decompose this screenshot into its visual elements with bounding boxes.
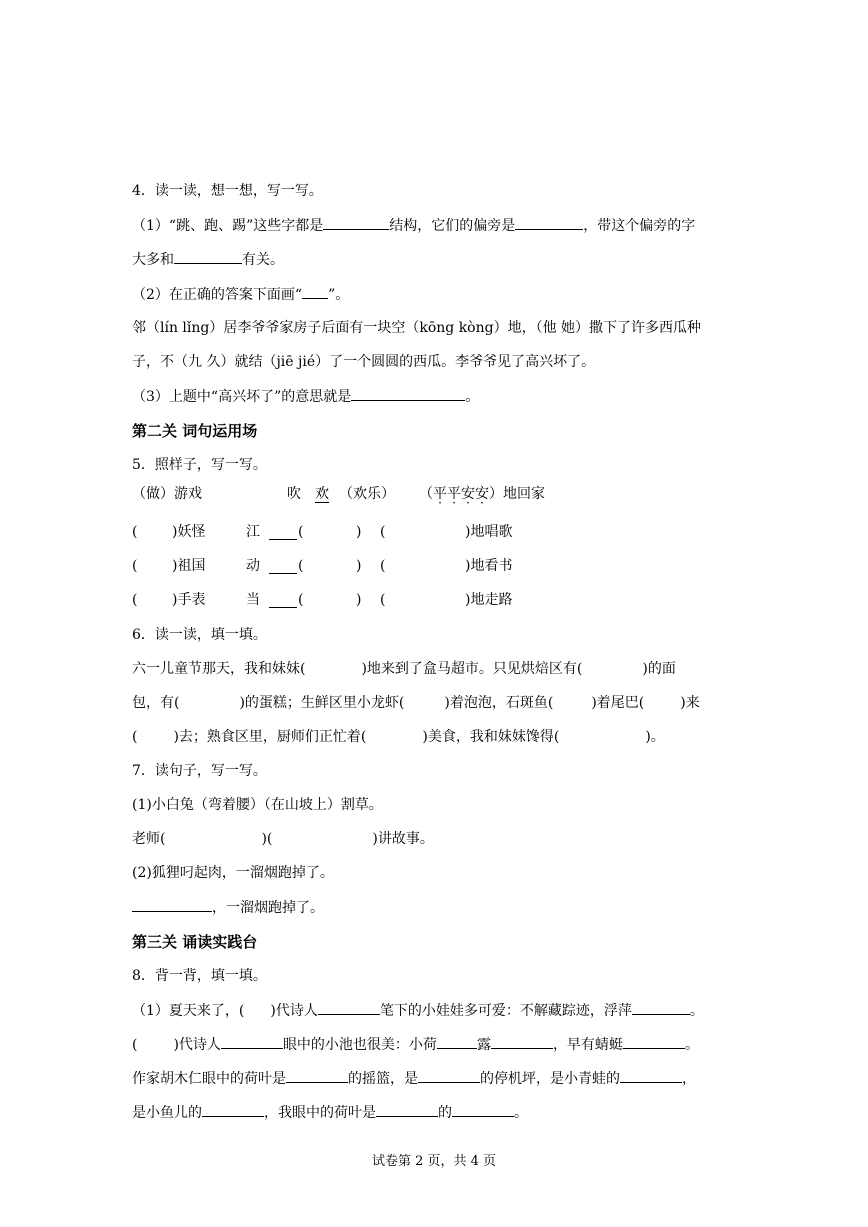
q5-row-text: ( bbox=[132, 524, 138, 540]
q5-row-text: ) bbox=[356, 558, 362, 574]
q5-row-text: )手表 bbox=[172, 592, 206, 608]
blank[interactable] bbox=[623, 1034, 685, 1049]
q5-row-text: ( bbox=[380, 558, 386, 574]
q4-part1-line2: 大多和 有关。 bbox=[132, 249, 284, 270]
q5-row-text: ( bbox=[298, 524, 304, 540]
blank[interactable] bbox=[269, 559, 297, 574]
dotted-char: 平 bbox=[433, 486, 447, 502]
q5-example-2: 吹 欢 （欢乐） bbox=[287, 486, 395, 502]
q4-part1-line1: （1）“跳、跑、踢”这些字都是 结构，它们的偏旁是 ，带这个偏旁的字 bbox=[132, 215, 695, 236]
q7-sentence2: (2)狐狸叼起肉，一溜烟跑掉了。 bbox=[132, 865, 334, 881]
blank[interactable] bbox=[418, 1068, 480, 1083]
page-footer: 试卷第 2 页，共 4 页 bbox=[371, 1154, 497, 1169]
q5-row-text: ) bbox=[356, 592, 362, 608]
q5-row-text: ) bbox=[356, 524, 362, 540]
q5-row-text: ( bbox=[132, 558, 138, 574]
blank[interactable] bbox=[323, 215, 389, 230]
q5-row-text: 江 bbox=[246, 524, 260, 540]
q7-sentence1: (1)小白兔（弯着腰）（在山坡上）割草。 bbox=[132, 797, 383, 813]
blank[interactable] bbox=[376, 1102, 438, 1117]
q5-row-text: ( bbox=[380, 524, 386, 540]
underline-sample bbox=[302, 284, 328, 299]
blank[interactable] bbox=[632, 1000, 690, 1015]
q6-line3: ( )去；熟食区里，厨师们正忙着( )美食，我和妹妹馋得( )。 bbox=[132, 729, 665, 745]
q5-row-text: )妖怪 bbox=[172, 524, 206, 540]
blank[interactable] bbox=[437, 1034, 477, 1049]
section-heading: 第二关 词句运用场 bbox=[132, 422, 258, 440]
dotted-char: 安 bbox=[461, 486, 475, 502]
blank[interactable] bbox=[620, 1068, 682, 1083]
blank[interactable] bbox=[202, 1102, 264, 1117]
q8-line3: 作家胡木仁眼中的荷叶是 的摇篮，是 的停机坪，是小青蛙的 ， bbox=[132, 1068, 696, 1089]
blank[interactable] bbox=[174, 249, 242, 264]
blank[interactable] bbox=[491, 1034, 553, 1049]
q5-example-1: （做）游戏 bbox=[132, 486, 202, 502]
q5-row-text: 当 bbox=[246, 592, 260, 608]
q8-line4: 是小鱼儿的 ，我眼中的荷叶是 的 。 bbox=[132, 1102, 528, 1123]
q6-line2: 包，有( )的蛋糕；生鲜区里小龙虾( )着泡泡，石斑鱼( )着尾巴( )来 bbox=[132, 695, 700, 711]
q5-example-3: （平平安安）地回家 bbox=[419, 486, 545, 502]
q7-title: 7．读句子，写一写。 bbox=[132, 763, 267, 779]
q4-title: 4．读一读，想一想，写一写。 bbox=[132, 183, 323, 199]
q5-row-text: )祖国 bbox=[172, 558, 206, 574]
q4-part3: （3）上题中“高兴坏了”的意思就是 。 bbox=[132, 386, 479, 407]
q8-line1: （1）夏天来了，( )代诗人 笔下的小娃娃多可爱：不解藏踪迹，浮萍 。 bbox=[132, 1000, 704, 1021]
q8-title: 8．背一背，填一填。 bbox=[132, 968, 267, 984]
q7-answer1: 老师( )( )讲故事。 bbox=[132, 831, 434, 847]
dotted-char: 安 bbox=[475, 486, 489, 502]
q4-passage-line1: 邻（lín lǐng）居李爷爷家房子后面有一块空（kōng kòng）地，（他 她）撒下了许多西瓜种 bbox=[132, 320, 702, 336]
q5-title: 5．照样子，写一写。 bbox=[132, 457, 267, 473]
q6-line1: 六一儿童节那天，我和妹妹( )地来到了盒马超市。只见烘焙区有( )的面 bbox=[132, 661, 676, 677]
blank[interactable] bbox=[286, 1068, 348, 1083]
q6-title: 6．读一读，填一填。 bbox=[132, 627, 267, 643]
q5-row-text: ( bbox=[132, 592, 138, 608]
q4-part2: （2）在正确的答案下面画“ ”。 bbox=[132, 284, 349, 305]
blank[interactable] bbox=[318, 1000, 380, 1015]
blank[interactable] bbox=[351, 386, 465, 401]
blank[interactable] bbox=[269, 593, 297, 608]
q7-answer2: ，一溜烟跑掉了。 bbox=[132, 897, 324, 918]
q5-row-text: ( bbox=[298, 558, 304, 574]
q5-row-text: )地唱歌 bbox=[465, 524, 513, 540]
q5-row-text: )地看书 bbox=[465, 558, 513, 574]
q5-row-text: ( bbox=[380, 592, 386, 608]
q8-line2: ( )代诗人 眼中的小池也很美：小荷 露 ，早有蜻蜓 。 bbox=[132, 1034, 699, 1055]
q5-row-text: 动 bbox=[246, 558, 260, 574]
blank[interactable] bbox=[221, 1034, 283, 1049]
blank[interactable] bbox=[269, 525, 297, 540]
q5-row-text: ( bbox=[298, 592, 304, 608]
q5-row-text: )地走路 bbox=[465, 592, 513, 608]
section-heading: 第三关 诵读实践台 bbox=[132, 933, 258, 951]
dotted-word bbox=[433, 486, 489, 502]
blank[interactable] bbox=[132, 897, 212, 912]
blank[interactable] bbox=[452, 1102, 514, 1117]
dotted-char: 平 bbox=[447, 486, 461, 502]
q4-passage-line2: 子，不（九 久）就结（jiē jié）了一个圆圆的西瓜。李爷爷见了高兴坏了。 bbox=[132, 354, 596, 370]
blank[interactable] bbox=[515, 215, 583, 230]
